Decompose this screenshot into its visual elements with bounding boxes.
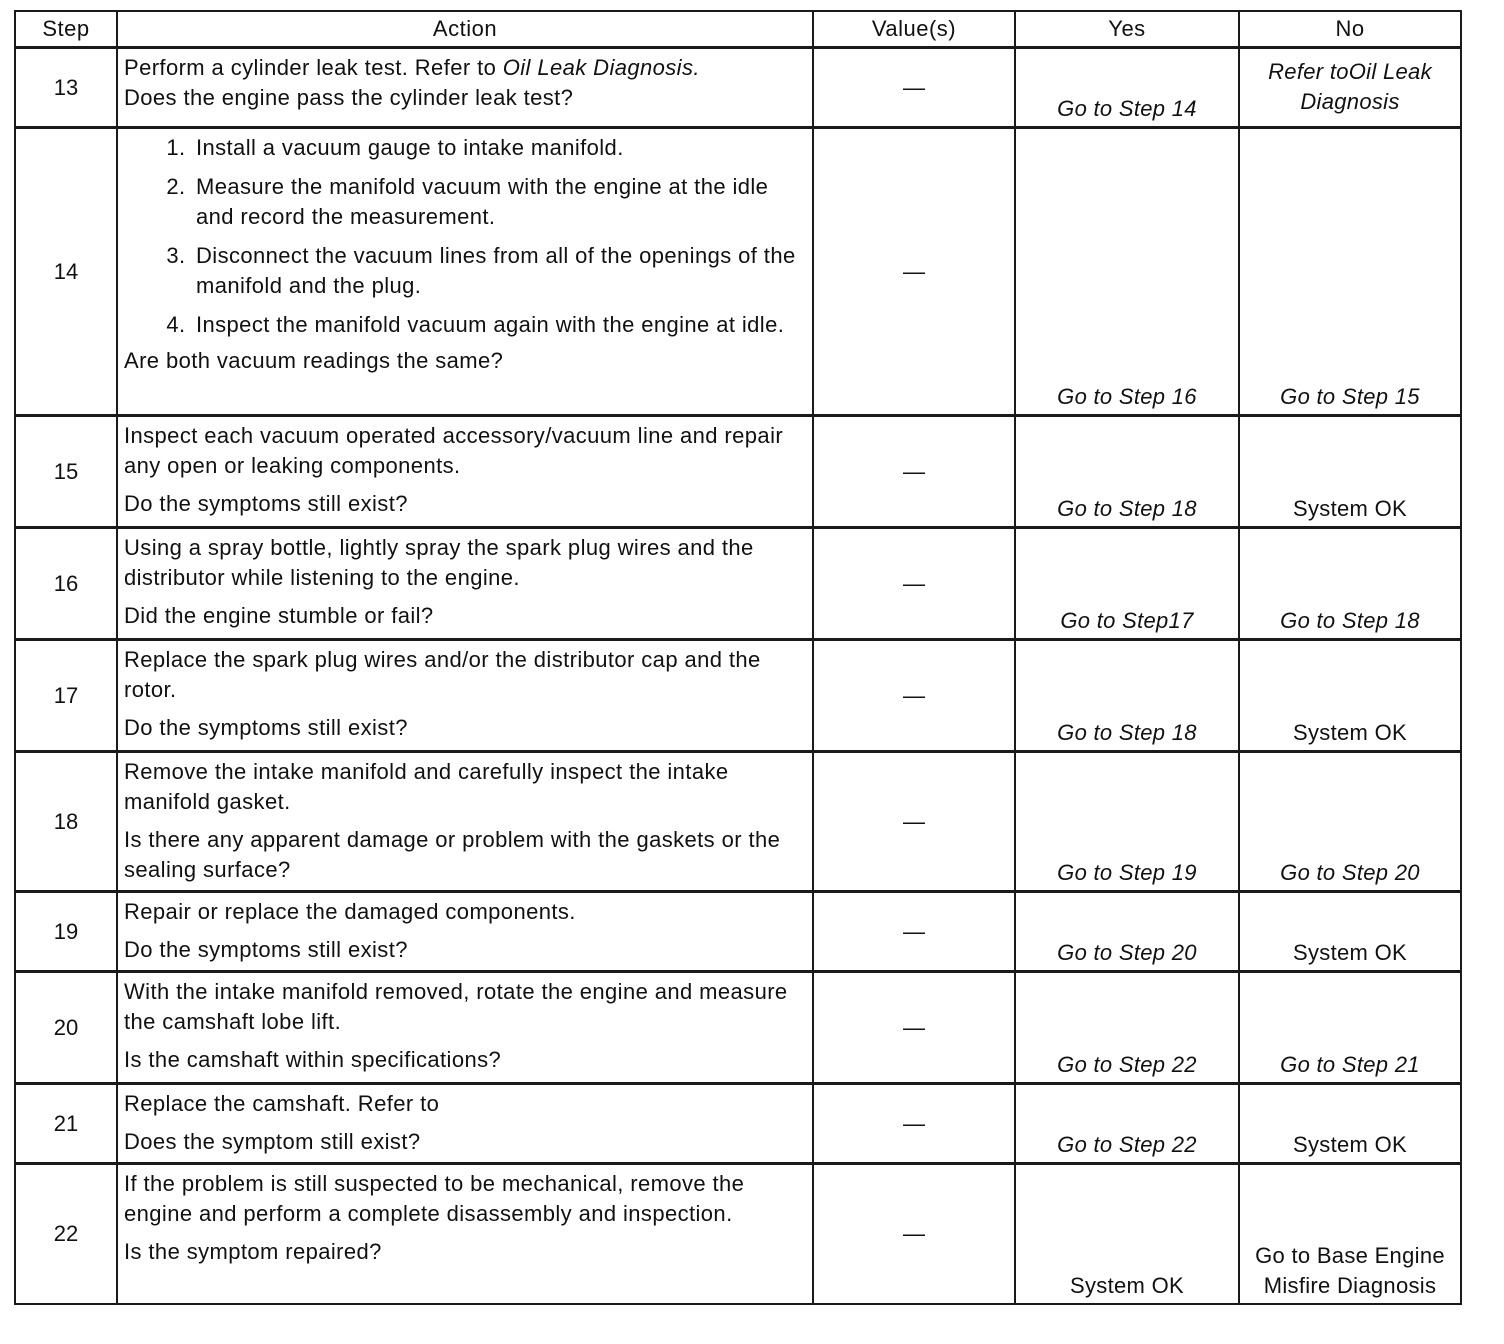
- no-cell: Go to Step 20: [1239, 752, 1461, 892]
- step-number: 20: [15, 972, 117, 1084]
- value-cell: —: [813, 892, 1015, 972]
- no-cell: System OK: [1239, 640, 1461, 752]
- no-cell: Go to Step 15: [1239, 128, 1461, 416]
- no-cell: Go to Step 21: [1239, 972, 1461, 1084]
- action-question: Is the camshaft within specifications?: [124, 1047, 502, 1072]
- list-item: 1. Install a vacuum gauge to intake manifold.: [192, 133, 804, 163]
- value-cell: —: [813, 972, 1015, 1084]
- action-question: Did the engine stumble or fail?: [124, 603, 434, 628]
- header-action: Action: [117, 11, 813, 48]
- step-number: 22: [15, 1164, 117, 1304]
- action-cell: [117, 416, 813, 528]
- action-text: [124, 53, 804, 83]
- yes-cell: System OK: [1015, 1164, 1239, 1304]
- step-number: 13: [15, 48, 117, 128]
- step-number: 17: [15, 640, 117, 752]
- table-row: [15, 528, 1461, 640]
- action-question: Does the symptom still exist?: [124, 1129, 421, 1154]
- table-row: [15, 1084, 1461, 1164]
- value-cell: —: [813, 128, 1015, 416]
- action-cell: [117, 972, 813, 1084]
- action-text: If the problem is still suspected to be mechanical, remove the engine and perform a complete disassembly and inspection.: [124, 1171, 745, 1226]
- header-values: Value(s): [813, 11, 1015, 48]
- action-text: Using a spray bottle, lightly spray the spark plug wires and the distributor while listening to the engine.: [124, 535, 754, 590]
- table-row: [15, 972, 1461, 1084]
- table-row: [15, 1164, 1461, 1304]
- header-step: Step: [15, 11, 117, 48]
- action-text-main: Perform a cylinder leak test. Refer to: [124, 55, 503, 80]
- no-cell: Go to Base Engine Misfire Diagnosis: [1239, 1164, 1461, 1304]
- action-question: Does the engine pass the cylinder leak test?: [124, 85, 574, 110]
- action-question: Do the symptoms still exist?: [124, 491, 408, 516]
- list-item: 3. Disconnect the vacuum lines from all of the openings of the manifold and the plug.: [192, 241, 804, 301]
- action-text: With the intake manifold removed, rotate the engine and measure the camshaft lobe lift.: [124, 979, 788, 1034]
- yes-cell: Go to Step 18: [1015, 416, 1239, 528]
- header-yes: Yes: [1015, 11, 1239, 48]
- table-row: [15, 48, 1461, 128]
- yes-cell: Go to Step 14: [1015, 48, 1239, 128]
- value-cell: —: [813, 640, 1015, 752]
- header-no: No: [1239, 11, 1461, 48]
- action-text: Repair or replace the damaged components.: [124, 899, 576, 924]
- value-cell: —: [813, 528, 1015, 640]
- value-cell: —: [813, 1084, 1015, 1164]
- value-cell: —: [813, 416, 1015, 528]
- yes-cell: Go to Step 22: [1015, 972, 1239, 1084]
- step-number: 21: [15, 1084, 117, 1164]
- action-cell: [117, 640, 813, 752]
- action-text: Inspect each vacuum operated accessory/vacuum line and repair any open or leaking components.: [124, 423, 784, 478]
- yes-cell: Go to Step 20: [1015, 892, 1239, 972]
- action-question: Do the symptoms still exist?: [124, 937, 408, 962]
- table-row: [15, 416, 1461, 528]
- step-number: 19: [15, 892, 117, 972]
- action-list: [124, 133, 804, 340]
- step-number: 16: [15, 528, 117, 640]
- yes-cell: Go to Step 18: [1015, 640, 1239, 752]
- table-row: [15, 892, 1461, 972]
- list-item: 2. Measure the manifold vacuum with the engine at the idle and record the measurement.: [192, 172, 804, 232]
- step-number: 15: [15, 416, 117, 528]
- action-text: Remove the intake manifold and carefully inspect the intake manifold gasket.: [124, 759, 729, 814]
- action-cell: [117, 128, 813, 416]
- action-cell: [117, 1164, 813, 1304]
- action-question: Do the symptoms still exist?: [124, 715, 408, 740]
- value-cell: —: [813, 752, 1015, 892]
- yes-cell: Go to Step17: [1015, 528, 1239, 640]
- yes-cell: Go to Step 16: [1015, 128, 1239, 416]
- value-cell: —: [813, 48, 1015, 128]
- action-question: Are both vacuum readings the same?: [124, 348, 504, 373]
- diagnostic-table: [14, 10, 1462, 1305]
- action-cell: [117, 48, 813, 128]
- action-cell: [117, 528, 813, 640]
- no-cell: Go to Step 18: [1239, 528, 1461, 640]
- no-cell: System OK: [1239, 1084, 1461, 1164]
- action-reference: Oil Leak Diagnosis.: [502, 55, 700, 80]
- table-row: [15, 128, 1461, 416]
- action-cell: [117, 1084, 813, 1164]
- table-row: [15, 752, 1461, 892]
- header-row: [15, 11, 1461, 48]
- table-row: [15, 640, 1461, 752]
- yes-cell: Go to Step 19: [1015, 752, 1239, 892]
- action-question: Is there any apparent damage or problem with the gaskets or the sealing surface?: [124, 827, 781, 882]
- list-item: 4. Inspect the manifold vacuum again with the engine at idle.: [192, 310, 804, 340]
- value-cell: —: [813, 1164, 1015, 1304]
- no-cell: System OK: [1239, 416, 1461, 528]
- action-text: Replace the camshaft. Refer to: [124, 1091, 440, 1116]
- yes-cell: Go to Step 22: [1015, 1084, 1239, 1164]
- no-cell: System OK: [1239, 892, 1461, 972]
- action-question: Is the symptom repaired?: [124, 1239, 382, 1264]
- action-cell: [117, 892, 813, 972]
- step-number: 14: [15, 128, 117, 416]
- action-text: Replace the spark plug wires and/or the distributor cap and the rotor.: [124, 647, 761, 702]
- action-cell: [117, 752, 813, 892]
- step-number: 18: [15, 752, 117, 892]
- no-cell: Refer toOil Leak Diagnosis: [1239, 48, 1461, 128]
